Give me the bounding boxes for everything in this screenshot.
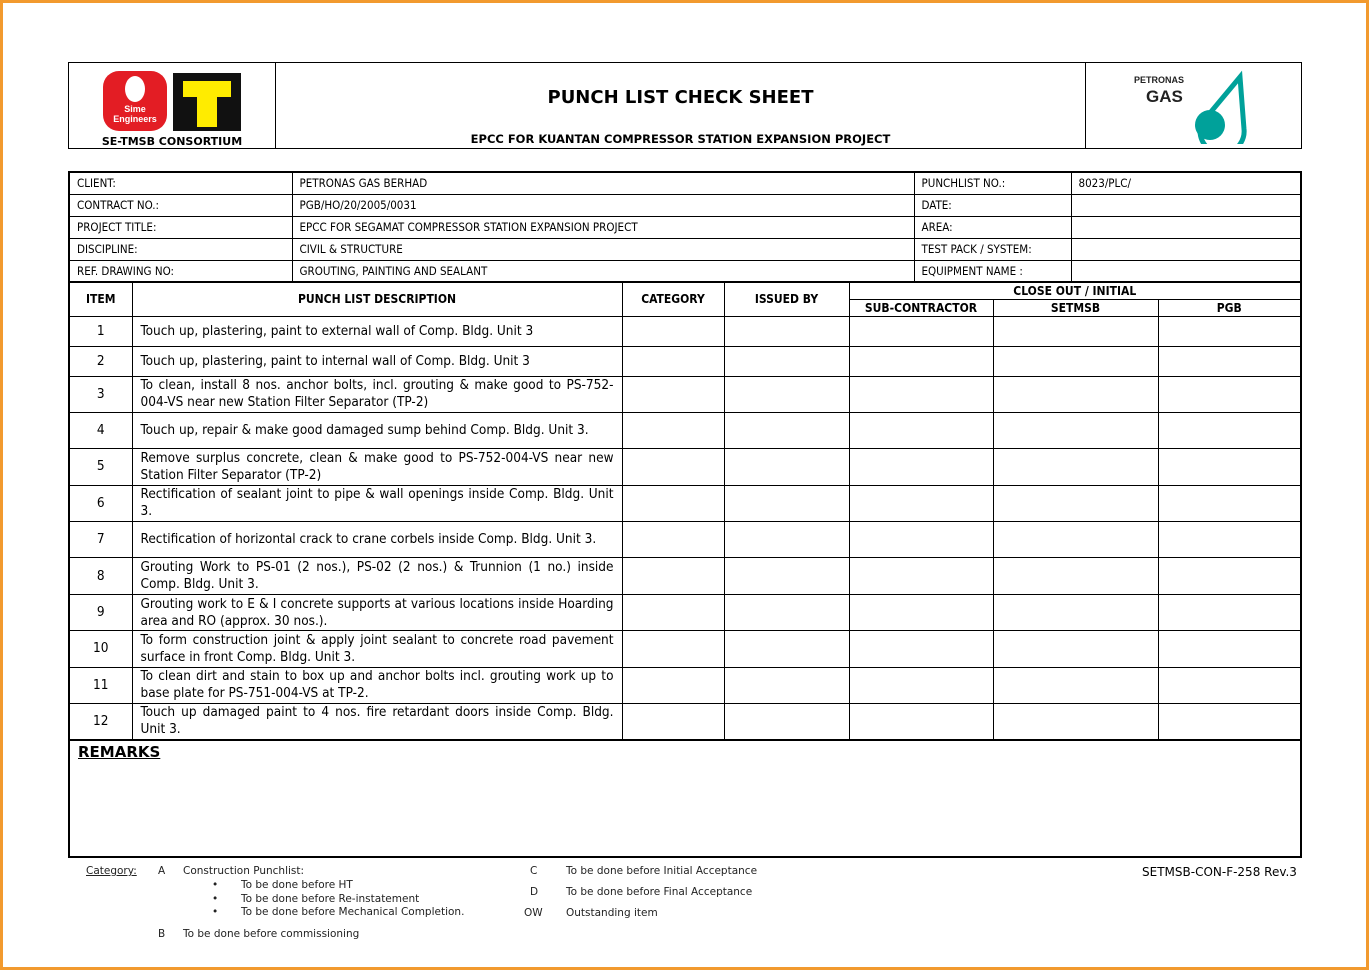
- col-category: CATEGORY: [622, 282, 724, 316]
- pgb-cell[interactable]: [1158, 346, 1301, 376]
- info-label: REF. DRAWING NO:: [69, 260, 292, 282]
- info-label: CONTRACT NO.:: [69, 194, 292, 216]
- item-description: Rectification of sealant joint to pipe & wall openings inside Comp. Bldg. Unit 3.: [132, 485, 622, 521]
- info-value: GROUTING, PAINTING AND SEALANT: [292, 260, 914, 282]
- svg-text:Engineers: Engineers: [113, 114, 157, 124]
- item-number: 10: [69, 631, 132, 667]
- item-number: 3: [69, 376, 132, 412]
- pgb-cell[interactable]: [1158, 485, 1301, 521]
- sub-contractor-cell[interactable]: [849, 376, 993, 412]
- issued-by-cell[interactable]: [724, 522, 849, 558]
- document-header: [68, 62, 1302, 149]
- info-label: CLIENT:: [69, 172, 292, 194]
- table-row: [69, 346, 1301, 376]
- sime-engineers-logo: [101, 67, 241, 135]
- svg-text:Sime: Sime: [124, 104, 146, 114]
- info-label: EQUIPMENT NAME :: [914, 260, 1071, 282]
- sub-contractor-cell[interactable]: [849, 667, 993, 703]
- category-cell[interactable]: [622, 594, 724, 630]
- pgb-cell[interactable]: [1158, 594, 1301, 630]
- info-row: [69, 260, 1301, 282]
- remarks-label: REMARKS: [78, 743, 161, 761]
- item-description: Rectification of horizontal crack to crane corbels inside Comp. Bldg. Unit 3.: [132, 522, 622, 558]
- category-cell[interactable]: [622, 558, 724, 594]
- issued-by-cell[interactable]: [724, 316, 849, 346]
- info-row: [69, 172, 1301, 194]
- info-label: DISCIPLINE:: [69, 238, 292, 260]
- svg-text:PETRONAS: PETRONAS: [1134, 75, 1185, 85]
- item-number: 4: [69, 412, 132, 448]
- info-value[interactable]: [1071, 238, 1301, 260]
- category-cell[interactable]: [622, 316, 724, 346]
- info-value: PGB/HO/20/2005/0031: [292, 194, 914, 216]
- table-row: [69, 667, 1301, 703]
- info-value[interactable]: [1071, 194, 1301, 216]
- table-row: [69, 704, 1301, 740]
- bullet-3: To be done before Mechanical Completion.: [241, 906, 465, 918]
- item-description: Grouting Work to PS-01 (2 nos.), PS-02 (2 nos.) & Trunnion (1 no.) inside Comp. Bldg. Unit 3.: [132, 558, 622, 594]
- category-cell[interactable]: [622, 704, 724, 740]
- item-number: 6: [69, 485, 132, 521]
- sub-contractor-cell[interactable]: [849, 412, 993, 448]
- issued-by-cell[interactable]: [724, 412, 849, 448]
- item-description: Remove surplus concrete, clean & make good to PS-752-004-VS near new Station Filter Separator (TP-2): [132, 449, 622, 485]
- category-c-text: To be done before Initial Acceptance: [566, 865, 758, 877]
- setmsb-cell[interactable]: [993, 316, 1158, 346]
- issued-by-cell[interactable]: [724, 631, 849, 667]
- pgb-cell[interactable]: [1158, 376, 1301, 412]
- setmsb-cell[interactable]: [993, 522, 1158, 558]
- category-cell[interactable]: [622, 449, 724, 485]
- info-label: PUNCHLIST NO.:: [914, 172, 1071, 194]
- category-label: Category:: [86, 865, 137, 877]
- item-description: Touch up, plastering, paint to external wall of Comp. Bldg. Unit 3: [132, 316, 622, 346]
- category-d: D: [530, 886, 539, 898]
- info-label: PROJECT TITLE:: [69, 216, 292, 238]
- info-row: [69, 238, 1301, 260]
- item-number: 9: [69, 594, 132, 630]
- bullet-1: To be done before HT: [241, 879, 353, 891]
- category-a-text: Construction Punchlist:: [183, 865, 305, 877]
- pgb-cell[interactable]: [1158, 412, 1301, 448]
- item-description: Touch up damaged paint to 4 nos. fire retardant doors inside Comp. Bldg. Unit 3.: [132, 704, 622, 740]
- sub-contractor-cell[interactable]: [849, 522, 993, 558]
- item-description: To form construction joint & apply joint sealant to concrete road pavement surface in front Comp. Bldg. Unit 3.: [132, 631, 622, 667]
- issued-by-cell[interactable]: [724, 667, 849, 703]
- category-cell[interactable]: [622, 522, 724, 558]
- table-row: [69, 522, 1301, 558]
- info-value[interactable]: [1071, 260, 1301, 282]
- info-value: CIVIL & STRUCTURE: [292, 238, 914, 260]
- setmsb-cell[interactable]: [993, 594, 1158, 630]
- setmsb-cell[interactable]: [993, 376, 1158, 412]
- pgb-cell[interactable]: [1158, 667, 1301, 703]
- item-number: 11: [69, 667, 132, 703]
- setmsb-cell[interactable]: [993, 412, 1158, 448]
- issued-by-cell[interactable]: [724, 346, 849, 376]
- form-number: SETMSB-CON-F-258 Rev.3: [1142, 865, 1297, 879]
- table-row: [69, 485, 1301, 521]
- col-sub-contractor: SUB-CONTRACTOR: [849, 299, 993, 316]
- sub-contractor-cell[interactable]: [849, 449, 993, 485]
- page-title: PUNCH LIST CHECK SHEET: [547, 87, 814, 108]
- pgb-cell[interactable]: [1158, 449, 1301, 485]
- pgb-cell[interactable]: [1158, 631, 1301, 667]
- setmsb-cell[interactable]: [993, 558, 1158, 594]
- table-row: [69, 316, 1301, 346]
- item-description: To clean dirt and stain to box up and anchor bolts incl. grouting work up to base plate for PS-751-004-VS at TP-2.: [132, 667, 622, 703]
- category-cell[interactable]: [622, 631, 724, 667]
- setmsb-cell[interactable]: [993, 667, 1158, 703]
- table-row: [69, 376, 1301, 412]
- info-label: AREA:: [914, 216, 1071, 238]
- category-b-text: To be done before commissioning: [183, 928, 360, 940]
- sub-contractor-cell[interactable]: [849, 704, 993, 740]
- table-row: [69, 558, 1301, 594]
- item-number: 1: [69, 316, 132, 346]
- issued-by-cell[interactable]: [724, 558, 849, 594]
- item-number: 12: [69, 704, 132, 740]
- table-row: [69, 412, 1301, 448]
- pgb-cell[interactable]: [1158, 522, 1301, 558]
- item-number: 8: [69, 558, 132, 594]
- item-description: Touch up, repair & make good damaged sump behind Comp. Bldg. Unit 3.: [132, 412, 622, 448]
- category-d-text: To be done before Final Acceptance: [566, 886, 753, 898]
- title-cell: [276, 63, 1086, 148]
- info-value[interactable]: 8023/PLC/: [1071, 172, 1301, 194]
- item-description: To clean, install 8 nos. anchor bolts, incl. grouting & make good to PS-752-004-VS near new Station Filter Separator (TP-2): [132, 376, 622, 412]
- item-number: 2: [69, 346, 132, 376]
- info-value: PETRONAS GAS BERHAD: [292, 172, 914, 194]
- item-number: 5: [69, 449, 132, 485]
- issued-by-cell[interactable]: [724, 449, 849, 485]
- project-info-table: [68, 171, 1302, 283]
- setmsb-cell[interactable]: [993, 485, 1158, 521]
- setmsb-cell[interactable]: [993, 631, 1158, 667]
- col-setmsb: SETMSB: [993, 299, 1158, 316]
- petronas-gas-logo: [1132, 69, 1252, 144]
- category-cell[interactable]: [622, 346, 724, 376]
- svg-text:GAS: GAS: [1146, 87, 1183, 106]
- category-cell[interactable]: [622, 412, 724, 448]
- bullet-2: To be done before Re-instatement: [241, 893, 420, 905]
- sub-contractor-cell[interactable]: [849, 346, 993, 376]
- col-issued-by: ISSUED BY: [724, 282, 849, 316]
- item-description: Touch up, plastering, paint to internal wall of Comp. Bldg. Unit 3: [132, 346, 622, 376]
- info-label: TEST PACK / SYSTEM:: [914, 238, 1071, 260]
- category-cell[interactable]: [622, 485, 724, 521]
- category-ow: OW: [524, 907, 543, 919]
- issued-by-cell[interactable]: [724, 704, 849, 740]
- info-row: [69, 194, 1301, 216]
- item-description: Grouting work to E & I concrete supports at various locations inside Hoarding area and RO (approx. 30 nos.).: [132, 594, 622, 630]
- table-row: [69, 631, 1301, 667]
- info-value[interactable]: [1071, 216, 1301, 238]
- sub-contractor-cell[interactable]: [849, 316, 993, 346]
- info-row: [69, 216, 1301, 238]
- issued-by-cell[interactable]: [724, 485, 849, 521]
- category-b: B: [158, 928, 166, 940]
- punch-list-table: [68, 281, 1302, 741]
- info-label: DATE:: [914, 194, 1071, 216]
- col-item: ITEM: [69, 282, 132, 316]
- issued-by-cell[interactable]: [724, 594, 849, 630]
- sub-contractor-cell[interactable]: [849, 558, 993, 594]
- consortium-logo-cell: [69, 63, 276, 148]
- category-cell[interactable]: [622, 667, 724, 703]
- category-a: A: [158, 865, 166, 877]
- col-close-out: CLOSE OUT / INITIAL: [849, 282, 1301, 299]
- setmsb-cell[interactable]: [993, 346, 1158, 376]
- col-description: PUNCH LIST DESCRIPTION: [132, 282, 622, 316]
- info-value: EPCC FOR SEGAMAT COMPRESSOR STATION EXPANSION PROJECT: [292, 216, 914, 238]
- project-subtitle: EPCC FOR KUANTAN COMPRESSOR STATION EXPANSION PROJECT: [470, 132, 891, 146]
- table-row: [69, 594, 1301, 630]
- setmsb-cell[interactable]: [993, 449, 1158, 485]
- petronas-logo-cell: [1086, 63, 1301, 148]
- sub-contractor-cell[interactable]: [849, 485, 993, 521]
- sub-contractor-cell[interactable]: [849, 594, 993, 630]
- pgb-cell[interactable]: [1158, 558, 1301, 594]
- col-pgb: PGB: [1158, 299, 1301, 316]
- sub-contractor-cell[interactable]: [849, 631, 993, 667]
- consortium-name: SE-TMSB CONSORTIUM: [101, 135, 243, 148]
- item-number: 7: [69, 522, 132, 558]
- issued-by-cell[interactable]: [724, 376, 849, 412]
- remarks-box[interactable]: [68, 740, 1302, 858]
- table-row: [69, 449, 1301, 485]
- pgb-cell[interactable]: [1158, 704, 1301, 740]
- category-ow-text: Outstanding item: [566, 907, 658, 919]
- pgb-cell[interactable]: [1158, 316, 1301, 346]
- category-c: C: [530, 865, 538, 877]
- category-cell[interactable]: [622, 376, 724, 412]
- setmsb-cell[interactable]: [993, 704, 1158, 740]
